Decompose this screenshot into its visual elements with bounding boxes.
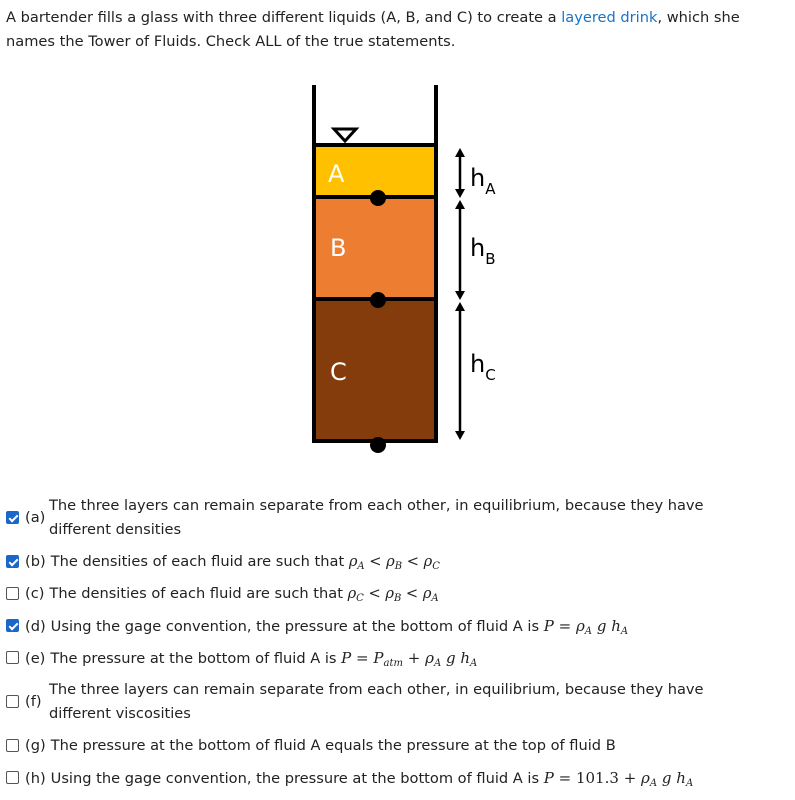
fluid-a-label: A: [328, 160, 345, 188]
option-c[interactable]: [4, 582, 789, 606]
option-h-line: [25, 766, 693, 796]
height-c-arrow: [455, 302, 465, 440]
option-g-line: [25, 734, 616, 758]
height-b-arrow: [455, 200, 465, 300]
option-b[interactable]: [4, 550, 789, 574]
tower-of-fluids-diagram: [290, 80, 510, 460]
option-h[interactable]: [4, 766, 789, 790]
option-g-text: The pressure at the bottom of fluid A equals the pressure at the top of fluid B: [50, 737, 616, 754]
height-a-subscript: A: [485, 180, 496, 198]
fluid-c-label: C: [330, 358, 347, 386]
point-bottom-dot: [370, 437, 386, 453]
triangle-down-icon: [334, 129, 356, 141]
height-a-label: $h_A$: [470, 164, 496, 198]
option-e-letter: (e): [25, 650, 46, 667]
option-a[interactable]: [4, 494, 789, 544]
height-b-label: $h_B$: [470, 234, 496, 268]
option-b-text: The densities of each fluid are such that: [50, 553, 349, 570]
option-e[interactable]: [4, 646, 789, 670]
option-b-letter: (b): [25, 553, 46, 570]
option-c-checkbox[interactable]: [6, 587, 19, 600]
point-bc-dot: [370, 292, 386, 308]
option-e-checkbox[interactable]: [6, 651, 19, 664]
question-outro: , which she names the Tower of Fluids. Check ALL of the true statements.: [6, 9, 740, 50]
question-intro: A bartender fills a glass with three different liquids (A, B, and C) to create a: [6, 9, 562, 26]
option-c-math: $\rho_C < \rho_B < \rho_A$: [347, 585, 439, 604]
option-b-math: $\rho_A < \rho_B < \rho_C$: [348, 553, 440, 572]
height-c-label: $h_C$: [470, 350, 496, 384]
option-e-math: $P = P_{atm} + \rho_A$ g $h_A$: [341, 649, 478, 669]
height-b-subscript: B: [485, 250, 496, 268]
option-d-math: $P = \rho_A$ g $h_A$: [543, 617, 629, 637]
option-c-line: [25, 582, 439, 611]
option-d-checkbox[interactable]: [6, 619, 19, 632]
height-a-arrow: [455, 148, 465, 198]
option-g-checkbox[interactable]: [6, 739, 19, 752]
point-ab-dot: [370, 190, 386, 206]
option-f-letter: (f): [25, 693, 42, 710]
question-text: [6, 6, 791, 54]
option-c-text: The densities of each fluid are such that: [49, 585, 348, 602]
option-b-checkbox[interactable]: [6, 555, 19, 568]
option-g[interactable]: [4, 734, 789, 758]
option-h-letter: (h): [25, 770, 46, 787]
option-f-checkbox[interactable]: [6, 695, 19, 708]
option-h-text: Using the gage convention, the pressure at the bottom of fluid A is: [50, 770, 544, 787]
option-f-text: The three layers can remain separate from each other, in equilibrium, because they have different viscosities: [49, 681, 704, 722]
option-a-letter: (a): [25, 509, 46, 526]
option-g-letter: (g): [25, 737, 46, 754]
option-d-text: Using the gage convention, the pressure at the bottom of fluid A is: [50, 618, 544, 635]
option-h-math: $P = 101.3 + \rho_A$ g $h_A$: [543, 769, 694, 789]
option-a-checkbox[interactable]: [6, 511, 19, 524]
layered-drink-link[interactable]: layered drink: [561, 9, 658, 26]
option-f[interactable]: [4, 678, 789, 728]
option-d[interactable]: [4, 614, 789, 638]
option-b-line: [25, 550, 440, 579]
option-a-text: The three layers can remain separate from each other, in equilibrium, because they have different densities: [49, 497, 704, 538]
fluid-b-label: B: [330, 234, 347, 262]
height-c-subscript: C: [485, 366, 496, 384]
option-h-checkbox[interactable]: [6, 771, 19, 784]
option-e-text: The pressure at the bottom of fluid A is: [50, 650, 342, 667]
option-d-line: [25, 614, 628, 644]
option-d-letter: (d): [25, 618, 46, 635]
option-e-line: [25, 646, 477, 676]
option-c-letter: (c): [25, 585, 45, 602]
